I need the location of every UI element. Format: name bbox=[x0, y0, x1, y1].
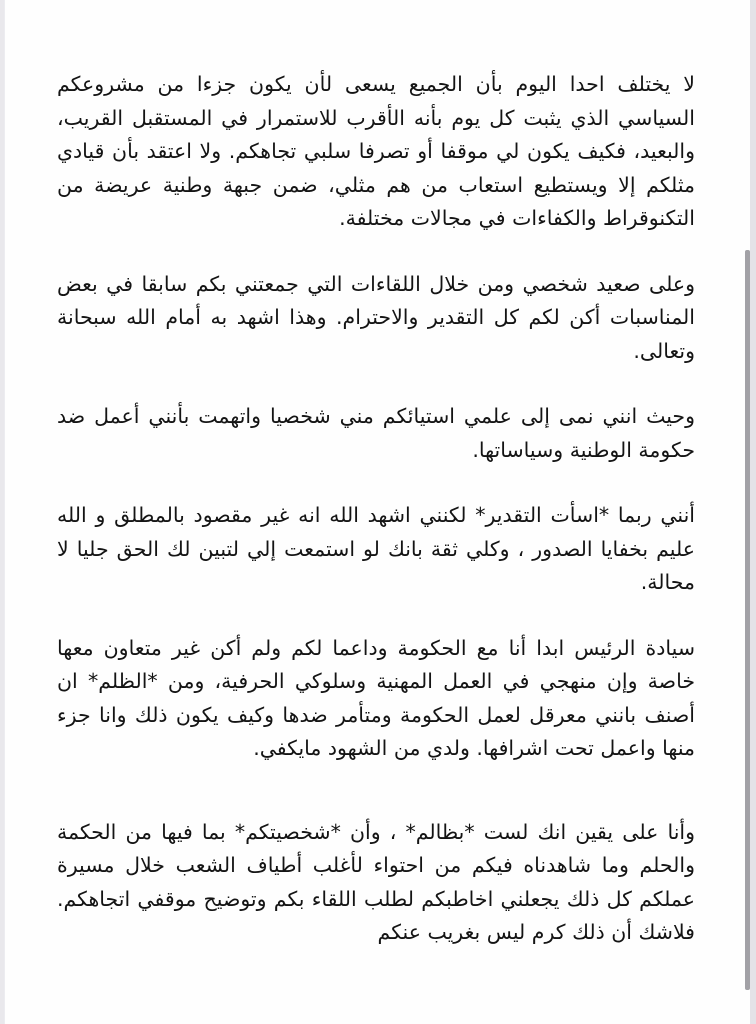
letter-body bbox=[57, 68, 695, 950]
scrollbar-track[interactable] bbox=[750, 0, 756, 1024]
paragraph-2: وعلى صعيد شخصي ومن خلال اللقاءات التي جمعتني بكم سابقا في بعض المناسبات أكن لكم كل التقدير والاحترام. وهذا اشهد به أمام الله سبحانة وتعالى. bbox=[57, 271, 695, 363]
paragraph-3: وحيث انني نمى إلى علمي استيائكم مني شخصيا واتهمت بأنني أعمل ضد حكومة الوطنية وسياساتها. bbox=[57, 404, 695, 462]
document-page bbox=[4, 0, 751, 1024]
paragraph-6: وأنا على يقين انك لست *بظالم* ، وأن *شخصيتكم* بما فيها من الحكمة والحلم وما شاهدناه فيكم من احتواء لأغلب أطياف الشعب خلال مسيرة عملكم كل ذلك يجعلني اخاطبكم لطلب اللقاء بكم وتوضيح موقفي اتجاهكم. فلاشك أن ذلك كرم ليس بغريب عنكم bbox=[57, 819, 695, 944]
scrollbar-thumb[interactable] bbox=[745, 250, 750, 990]
paragraph-4: أنني ربما *اسأت التقدير* لكنني اشهد الله انه غير مقصود بالمطلق و الله عليم بخفايا الصدور ، وكلي ثقة بانك لو استمعت إلي لتبين لك الحق جليا لا محالة. bbox=[57, 503, 695, 594]
paragraph-1: لا يختلف احدا اليوم بأن الجميع يسعى لأن يكون جزءا من مشروعكم السياسي الذي يثبت كل يوم بأنه الأقرب للاستمرار في المستقبل القريب، والبعيد، فكيف يكون لي موقفا أو تصرفا سلبي تجاهكم. ولا اعتقد بأن قيادي مثلكم إلا ويستطيع استعاب من هم مثلي، ضمن جبهة وطنية عريضة من التكنوقراط والكفاءات في مجالات مختلفة. bbox=[57, 72, 695, 230]
paragraph-5: سيادة الرئيس ابدا أنا مع الحكومة وداعما لكم ولم أكن غير متعاون معها خاصة وإن منهجي في العمل المهنية وسلوكي الحرفية، ومن *الظلم* ان أصنف بانني معرقل لعمل الحكومة ومتأمر ضدها وكيف يكون ذلك وانا جزء منها واعمل تحت اشرافها. ولدي من الشهود مايكفي. bbox=[57, 635, 695, 760]
